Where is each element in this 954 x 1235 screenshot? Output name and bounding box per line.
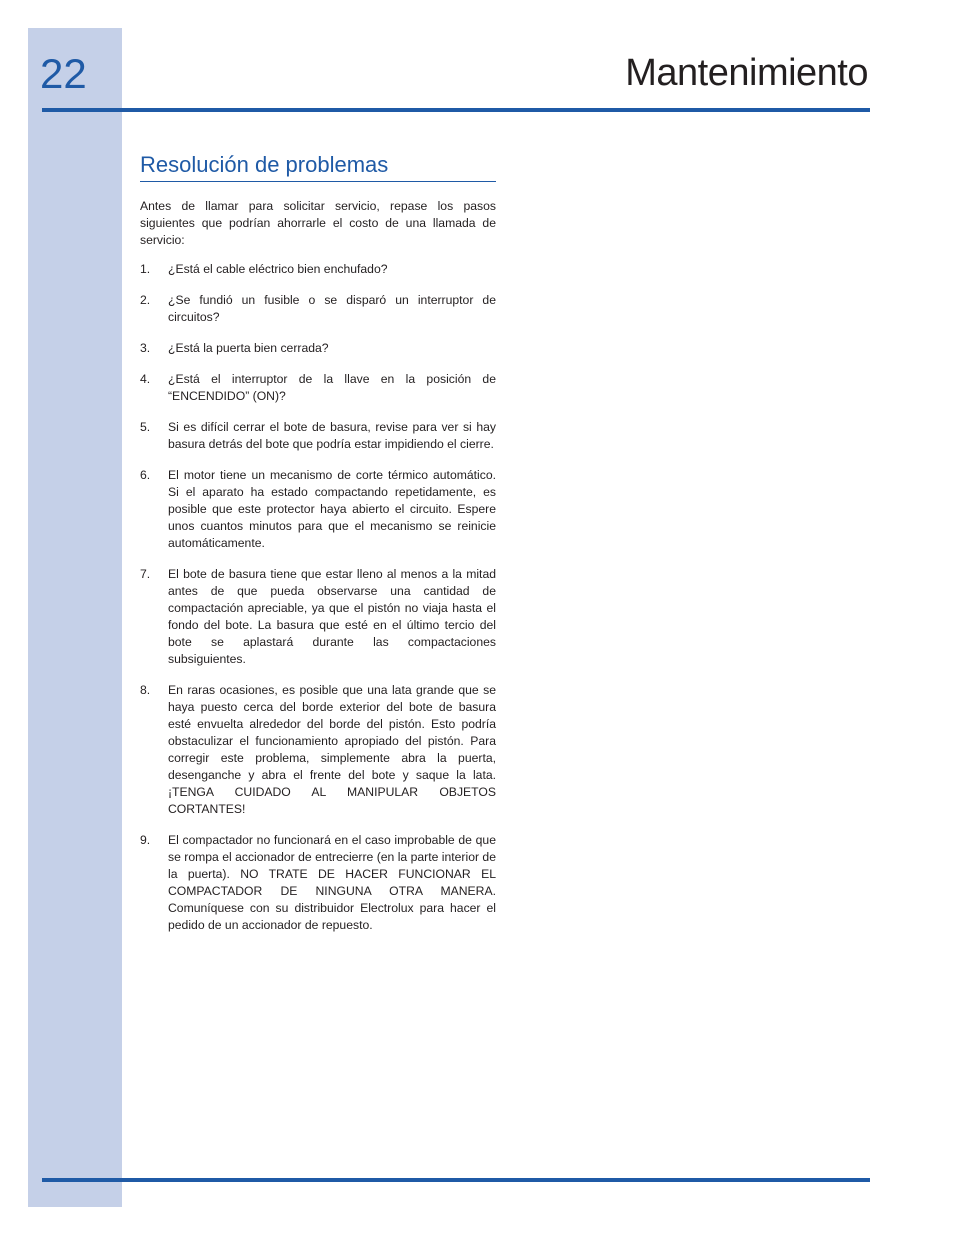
footer-rule: [42, 1178, 870, 1182]
list-item: [140, 832, 496, 934]
step-text: ¿Está el interruptor de la llave en la posición de “ENCENDIDO” (ON)?: [168, 372, 496, 403]
list-item: [140, 566, 496, 668]
troubleshooting-section: [140, 150, 496, 948]
list-item: [140, 467, 496, 552]
section-heading: Resolución de problemas: [140, 150, 496, 182]
step-text: En raras ocasiones, es posible que una lata grande que se haya puesto cerca del borde exterior del bote de basura esté envuelta alrededor del borde del pistón. Esto podría obstaculizar el funcionamiento apropiado del pistón. Para corregir este problema, simplemente abra la puerta, desenganche y abra el frente del bote y saque la lata. ¡TENGA CUIDADO AL MANIPULAR OBJETOS CORTANTES!: [168, 683, 496, 816]
step-text: El bote de basura tiene que estar lleno al menos a la mitad antes de que pueda observarse una cantidad de compactación apreciable, ya que el pistón no viaja hasta el fondo del bote. La basura que esté en el último tercio del bote se aplastará durante las compactaciones subsiguientes.: [168, 567, 496, 666]
steps-list: [140, 261, 496, 934]
intro-paragraph: Antes de llamar para solicitar servicio, repase los pasos siguientes que podrían ahorrarle el costo de una llamada de servicio:: [140, 199, 496, 247]
step-text: ¿Se fundió un fusible o se disparó un interruptor de circuitos?: [168, 293, 496, 324]
page-number: 22: [40, 50, 87, 97]
step-number: 4.: [140, 372, 151, 386]
step-number: 6.: [140, 468, 151, 482]
list-item: [140, 292, 496, 326]
list-item: [140, 371, 496, 405]
step-text: El motor tiene un mecanismo de corte térmico automático. Si el aparato ha estado compactando repetidamente, es posible que este protector haya abierto el circuito. Espere unos cuantos minutos para que el mecanismo se reinicie automáticamente.: [168, 468, 496, 550]
list-item: [140, 419, 496, 453]
step-number: 7.: [140, 567, 151, 581]
step-text: ¿Está el cable eléctrico bien enchufado?: [168, 262, 388, 276]
side-band: [28, 28, 122, 1207]
step-text: El compactador no funcionará en el caso improbable de que se rompa el accionador de entrecierre (en la parte interior de la puerta). NO TRATE DE HACER FUNCIONAR EL COMPACTADOR DE NINGUNA OTRA MANERA. Comuníquese con su distribuidor Electrolux para hacer el pedido de un accionador de repuesto.: [168, 833, 496, 932]
list-item: [140, 682, 496, 818]
step-number: 3.: [140, 341, 151, 355]
step-number: 5.: [140, 420, 151, 434]
step-number: 8.: [140, 683, 151, 697]
list-item: [140, 340, 496, 357]
list-item: [140, 261, 496, 278]
step-number: 9.: [140, 833, 151, 847]
chapter-title: Mantenimiento: [625, 52, 868, 94]
step-number: 2.: [140, 293, 151, 307]
header-rule: [42, 108, 870, 112]
step-text: Si es difícil cerrar el bote de basura, revise para ver si hay basura detrás del bote que podría estar impidiendo el cierre.: [168, 420, 496, 451]
step-number: 1.: [140, 262, 151, 276]
step-text: ¿Está la puerta bien cerrada?: [168, 341, 329, 355]
